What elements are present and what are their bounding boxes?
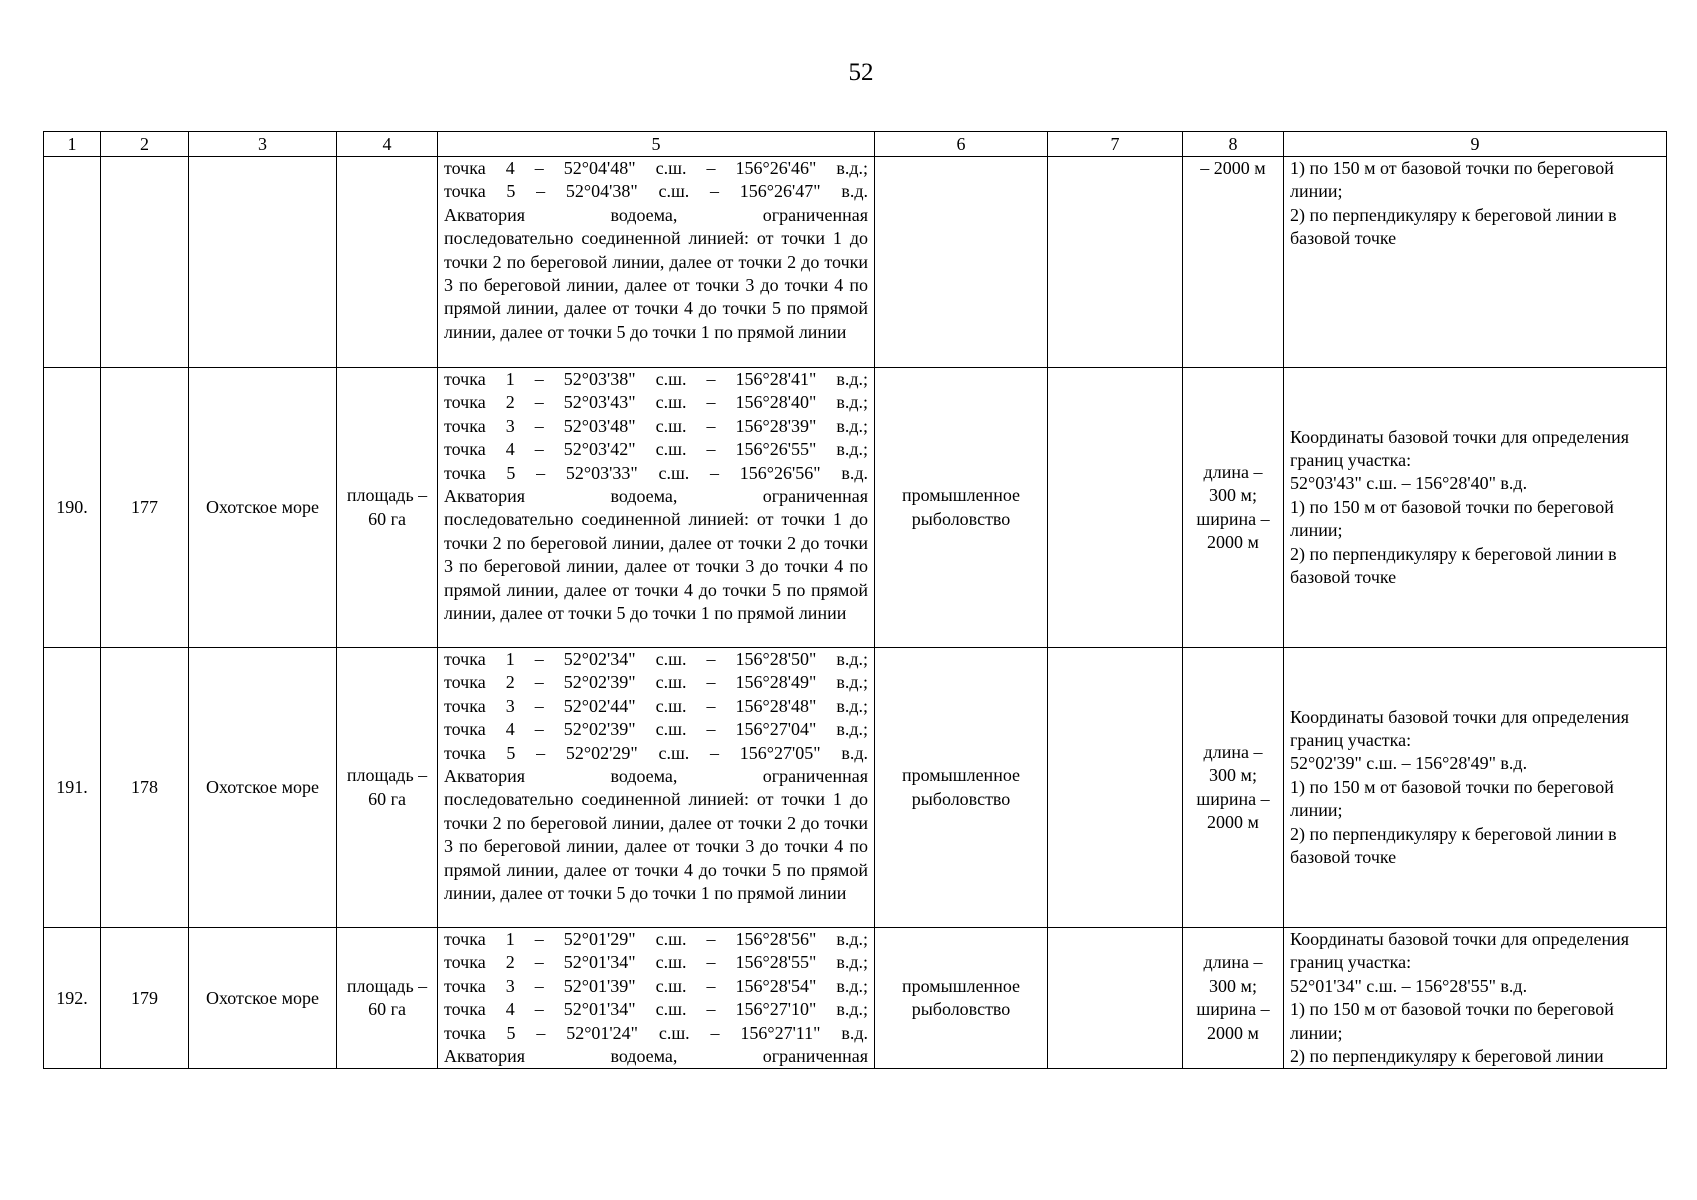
coordinate-line: точка 5 – 52°04'38" с.ш. – 156°26'47" в.д. — [444, 181, 868, 202]
row-number-cell: 192. — [44, 928, 101, 1069]
boundary-description-cell — [438, 928, 875, 1069]
coordinate-line: точка 5 – 52°01'24" с.ш. – 156°27'11" в.д. — [444, 1022, 868, 1043]
coordinate-line: точка 2 – 52°01'34" с.ш. – 156°28'55" в.д.; — [444, 952, 868, 973]
boundary-description-cell — [438, 368, 875, 648]
boundary-description-cell — [438, 157, 875, 368]
water-body-cell — [189, 157, 337, 368]
water-body-cell: Охотское море — [189, 928, 337, 1069]
column-header: 7 — [1048, 132, 1183, 157]
table-row — [44, 368, 1667, 648]
notes-cell: Координаты базовой точки для определения границ участка: 52°03'43" с.ш. – 156°28'40" в.д. 1) по 150 м от базовой точки по береговой линии; 2) по перпендикуляру к береговой линии в базовой точке — [1284, 368, 1667, 648]
size-cell: – 2000 м — [1183, 157, 1284, 368]
coordinate-line: точка 1 – 52°01'29" с.ш. – 156°28'56" в.д.; — [444, 929, 868, 949]
coordinate-line: точка 4 – 52°04'48" с.ш. – 156°26'46" в.д.; — [444, 158, 868, 178]
coordinate-line: точка 4 – 52°03'42" с.ш. – 156°26'55" в.д.; — [444, 439, 868, 460]
area-cell — [337, 157, 438, 368]
notes-cell: Координаты базовой точки для определения границ участка: 52°02'39" с.ш. – 156°28'49" в.д. 1) по 150 м от базовой точки по береговой линии; 2) по перпендикуляру к береговой линии в базовой точке — [1284, 648, 1667, 928]
size-cell: длина – 300 м; ширина – 2000 м — [1183, 648, 1284, 928]
column-header: 5 — [438, 132, 875, 157]
coordinate-line: Акватория водоема, ограниченная — [444, 1046, 868, 1067]
area-cell: площадь – 60 га — [337, 648, 438, 928]
row-number-cell: 190. — [44, 368, 101, 648]
coordinate-line: Акватория водоема, ограниченная — [444, 766, 868, 787]
column-header: 1 — [44, 132, 101, 157]
row-number-cell — [44, 157, 101, 368]
coordinate-line: точка 3 – 52°02'44" с.ш. – 156°28'48" в.д.; — [444, 695, 868, 716]
coordinate-line: точка 3 – 52°03'48" с.ш. – 156°28'39" в.д.; — [444, 415, 868, 436]
coordinate-line: Акватория водоема, ограниченная — [444, 204, 868, 225]
coordinate-line: точка 4 – 52°01'34" с.ш. – 156°27'10" в.д.; — [444, 999, 868, 1020]
boundary-text: последовательно соединенной линией: от точки 1 до точки 2 по береговой линии, далее от точки 2 до точки 3 по береговой линии, далее от точки 3 до точки 4 по прямой линии, далее от точки 4 до точки 5 по прямой линии, далее от точки 5 до точки 1 по прямой линии — [444, 228, 868, 342]
coordinate-line: точка 4 – 52°02'39" с.ш. – 156°27'04" в.д.; — [444, 719, 868, 740]
fishing-sites-table — [43, 131, 1667, 1069]
area-cell: площадь – 60 га — [337, 368, 438, 648]
column-header: 8 — [1183, 132, 1284, 157]
coordinate-line: точка 2 – 52°03'43" с.ш. – 156°28'40" в.д.; — [444, 392, 868, 413]
column-header: 6 — [875, 132, 1048, 157]
coordinate-line: точка 3 – 52°01'39" с.ш. – 156°28'54" в.д.; — [444, 975, 868, 996]
table-row — [44, 157, 1667, 368]
site-number-cell: 178 — [101, 648, 189, 928]
column-7-cell — [1048, 157, 1183, 368]
column-header: 3 — [189, 132, 337, 157]
coordinate-line: Акватория водоема, ограниченная — [444, 486, 868, 507]
coordinate-line: точка 5 – 52°02'29" с.ш. – 156°27'05" в.д. — [444, 742, 868, 763]
purpose-cell: промышленное рыболовство — [875, 648, 1048, 928]
page-number: 52 — [848, 59, 874, 86]
water-body-cell: Охотское море — [189, 648, 337, 928]
boundary-text: последовательно соединенной линией: от точки 1 до точки 2 по береговой линии, далее от точки 2 до точки 3 по береговой линии, далее от точки 3 до точки 4 по прямой линии, далее от точки 4 до точки 5 по прямой линии, далее от точки 5 до точки 1 по прямой линии — [444, 789, 868, 904]
table-row — [44, 928, 1667, 1069]
coordinate-line: точка 2 – 52°02'39" с.ш. – 156°28'49" в.д.; — [444, 672, 868, 693]
site-number-cell — [101, 157, 189, 368]
purpose-cell — [875, 157, 1048, 368]
water-body-cell: Охотское море — [189, 368, 337, 648]
size-cell: длина – 300 м; ширина – 2000 м — [1183, 928, 1284, 1069]
notes-cell: 1) по 150 м от базовой точки по береговой линии; 2) по перпендикуляру к береговой линии в базовой точке — [1284, 157, 1667, 368]
purpose-cell: промышленное рыболовство — [875, 368, 1048, 648]
boundary-text: последовательно соединенной линией: от точки 1 до точки 2 по береговой линии, далее от точки 2 до точки 3 по береговой линии, далее от точки 3 до точки 4 по прямой линии, далее от точки 4 до точки 5 по прямой линии, далее от точки 5 до точки 1 по прямой линии — [444, 509, 868, 624]
column-number-row — [44, 132, 1667, 157]
column-header: 4 — [337, 132, 438, 157]
column-7-cell — [1048, 648, 1183, 928]
site-number-cell: 177 — [101, 368, 189, 648]
coordinate-line: точка 1 – 52°03'38" с.ш. – 156°28'41" в.д.; — [444, 369, 868, 389]
size-cell: длина – 300 м; ширина – 2000 м — [1183, 368, 1284, 648]
column-header: 9 — [1284, 132, 1667, 157]
column-header: 2 — [101, 132, 189, 157]
coordinate-line: точка 1 – 52°02'34" с.ш. – 156°28'50" в.д.; — [444, 649, 868, 669]
notes-cell: Координаты базовой точки для определения границ участка: 52°01'34" с.ш. – 156°28'55" в.д. 1) по 150 м от базовой точки по береговой линии; 2) по перпендикуляру к береговой линии — [1284, 928, 1667, 1069]
area-cell: площадь – 60 га — [337, 928, 438, 1069]
site-number-cell: 179 — [101, 928, 189, 1069]
row-number-cell: 191. — [44, 648, 101, 928]
table-row — [44, 648, 1667, 928]
column-7-cell — [1048, 368, 1183, 648]
purpose-cell: промышленное рыболовство — [875, 928, 1048, 1069]
boundary-description-cell — [438, 648, 875, 928]
column-7-cell — [1048, 928, 1183, 1069]
coordinate-line: точка 5 – 52°03'33" с.ш. – 156°26'56" в.д. — [444, 462, 868, 483]
